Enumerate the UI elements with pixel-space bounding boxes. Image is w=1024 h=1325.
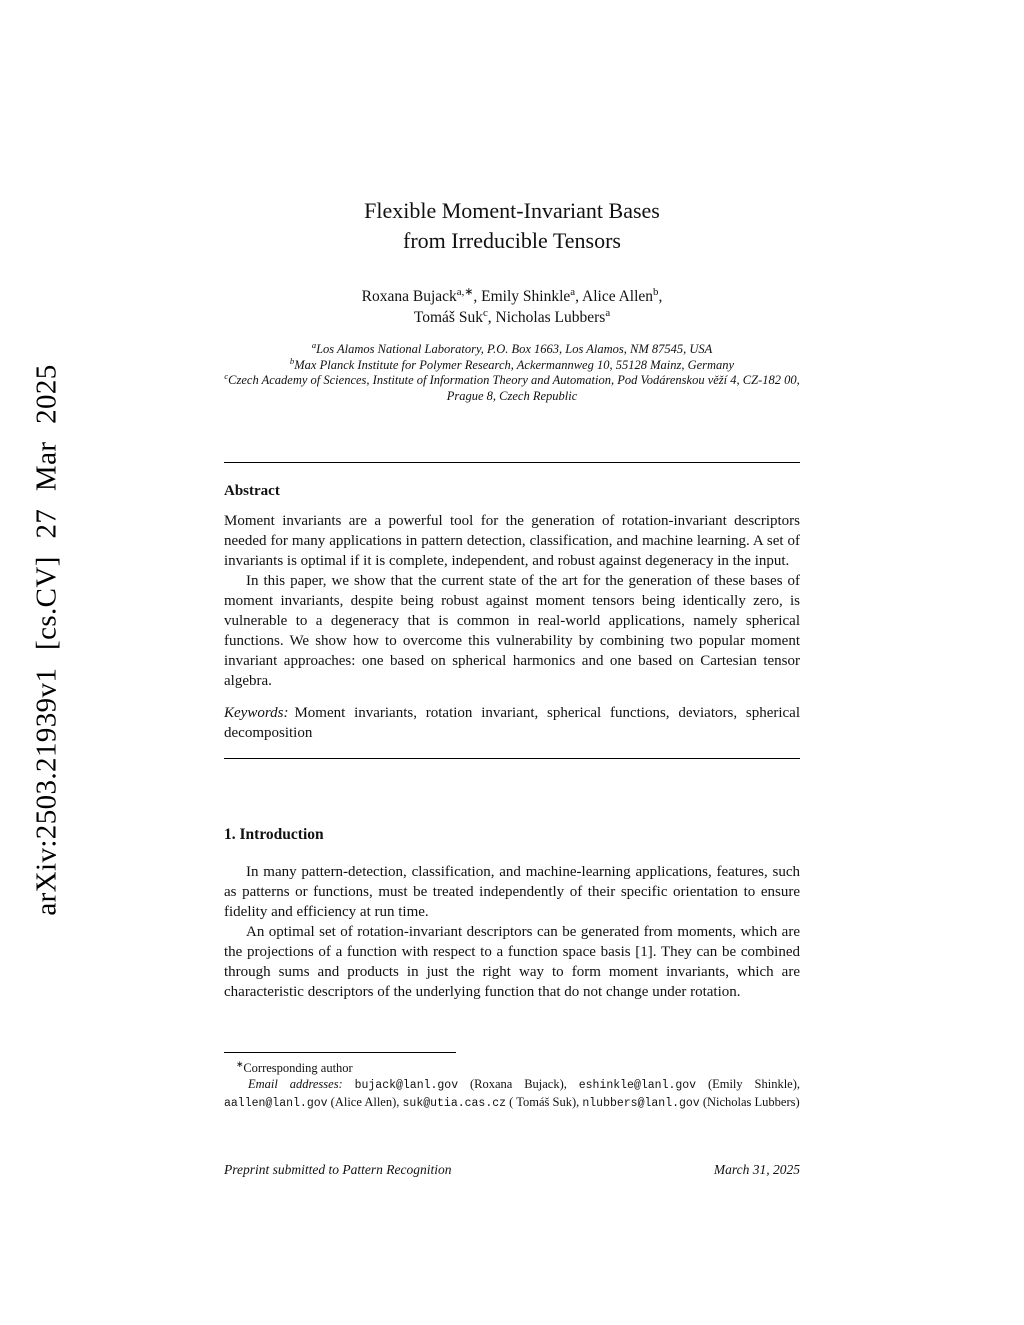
abstract-paragraph-2: In this paper, we show that the current state of the art for the generation of these bases of moment invariants, despite being robust against moment tensors being identically zero, is vulnerable to a degeneracy that is common in real-world applications, namely spherical functions. We show how to overcome this vulnerability by combining two popular moment invariant approaches: one based on spherical harmonics and one based on Cartesian tensor algebra. — [224, 573, 800, 689]
author-roxana-bujack: Roxana Bujack$^{a,∗}$, — [361, 285, 478, 305]
authors-line-1 — [224, 286, 800, 307]
author-emily-shinkle: Emily Shinkle$^a$, — [481, 285, 579, 305]
affiliation-marker: c — [224, 370, 229, 381]
affiliation-c: $^c$Czech Academy of Sciences, Institute of Information Theory and Automation, Pod Vodárenskou věží 4, CZ-182 00, Prague 8, Czech Republic — [224, 370, 800, 403]
affiliation-marker: a — [311, 339, 317, 350]
divider — [224, 758, 800, 759]
footnote-marker: ∗ — [236, 1058, 244, 1069]
keywords-label: Keywords: — [224, 705, 289, 721]
keywords-text: Moment invariants, rotation invariant, spherical functions, deviators, spherical decomposition — [224, 705, 800, 741]
abstract-heading: Abstract — [224, 483, 280, 499]
keywords — [224, 703, 800, 743]
footer-date: March 31, 2025 — [713, 1162, 800, 1177]
author-tomas-suk: Tomáš Suk$^c$, — [413, 306, 492, 326]
page-footer — [224, 1162, 800, 1178]
paper-title-line-2: from Irreducible Tensors — [403, 228, 621, 253]
author-affil-marker: a — [605, 306, 611, 319]
email-address: bujack@lanl.gov — [354, 1079, 459, 1092]
author-affil-marker: c — [482, 306, 488, 319]
introduction-paragraph-1: In many pattern-detection, classification, and machine-learning applications, features, such as patterns or functions, must be treated independently of their specific orientation to ensure fidelity and efficiency at run time. — [224, 864, 800, 920]
abstract-section — [224, 462, 800, 759]
author-nicholas-lubbers: Nicholas Lubbers$^a$ — [495, 306, 611, 326]
paper-title — [224, 196, 800, 256]
abstract-paragraph-1: Moment invariants are a powerful tool for the generation of rotation-invariant descriptors needed for many applications in pattern detection, classification, and machine learning. A set of invariants is optimal if it is complete, independent, and robust against degeneracy in the input. — [224, 513, 800, 569]
author-affil-marker: a,∗ — [456, 285, 474, 298]
email-address: eshinkle@lanl.gov — [578, 1079, 697, 1092]
footnote-divider — [224, 1052, 456, 1053]
email-address: nlubbers@lanl.gov — [582, 1097, 700, 1110]
email-address: suk@utia.cas.cz — [402, 1097, 507, 1110]
affiliation-marker: b — [289, 355, 295, 366]
introduction-heading: 1. Introduction — [224, 826, 324, 843]
corresponding-author-note: ∗Corresponding author — [236, 1058, 353, 1075]
authors-line-2 — [224, 307, 800, 328]
introduction-section — [224, 826, 800, 1002]
author-list — [224, 286, 800, 328]
introduction-paragraph-2: An optimal set of rotation-invariant descriptors can be generated from moments, which are the projections of a function with respect to a function space basis [1]. They can be combined through sums and products in just the right way to form moment invariants, which are characteristic descriptors of the underlying function that do not change under rotation. — [224, 924, 800, 1000]
footnote-emails: Email addresses: bujack@lanl.gov (Roxana Bujack), eshinkle@lanl.gov (Emily Shinkle), aallen@lanl.gov (Alice Allen), suk@utia.cas.cz ( Tomáš Suk), nlubbers@lanl.gov (Nicholas Lubbers) — [224, 1077, 800, 1110]
affiliation-a: $^a$Los Alamos National Laboratory, P.O. Box 1663, Los Alamos, NM 87545, USA — [311, 339, 713, 356]
author-affil-marker: b — [653, 285, 659, 298]
paper-title-line-1: Flexible Moment-Invariant Bases — [364, 198, 660, 223]
author-affil-marker: a — [570, 285, 576, 298]
footnote-area — [224, 1052, 800, 1112]
affiliation-b: $^b$Max Planck Institute for Polymer Research, Ackermannweg 10, 55128 Mainz, Germany — [289, 355, 735, 372]
author-alice-allen: Alice Allen$^b$, — [582, 285, 663, 305]
email-address: aallen@lanl.gov — [224, 1097, 328, 1110]
affiliation-list — [224, 339, 800, 404]
arxiv-watermark: arXiv:2503.21939v1 [cs.CV] 27 Mar 2025 — [30, 364, 63, 916]
footer-submission-note: Preprint submitted to Pattern Recognition — [224, 1162, 452, 1177]
email-addresses-label: Email addresses: — [248, 1077, 343, 1091]
paper-header — [224, 196, 800, 404]
